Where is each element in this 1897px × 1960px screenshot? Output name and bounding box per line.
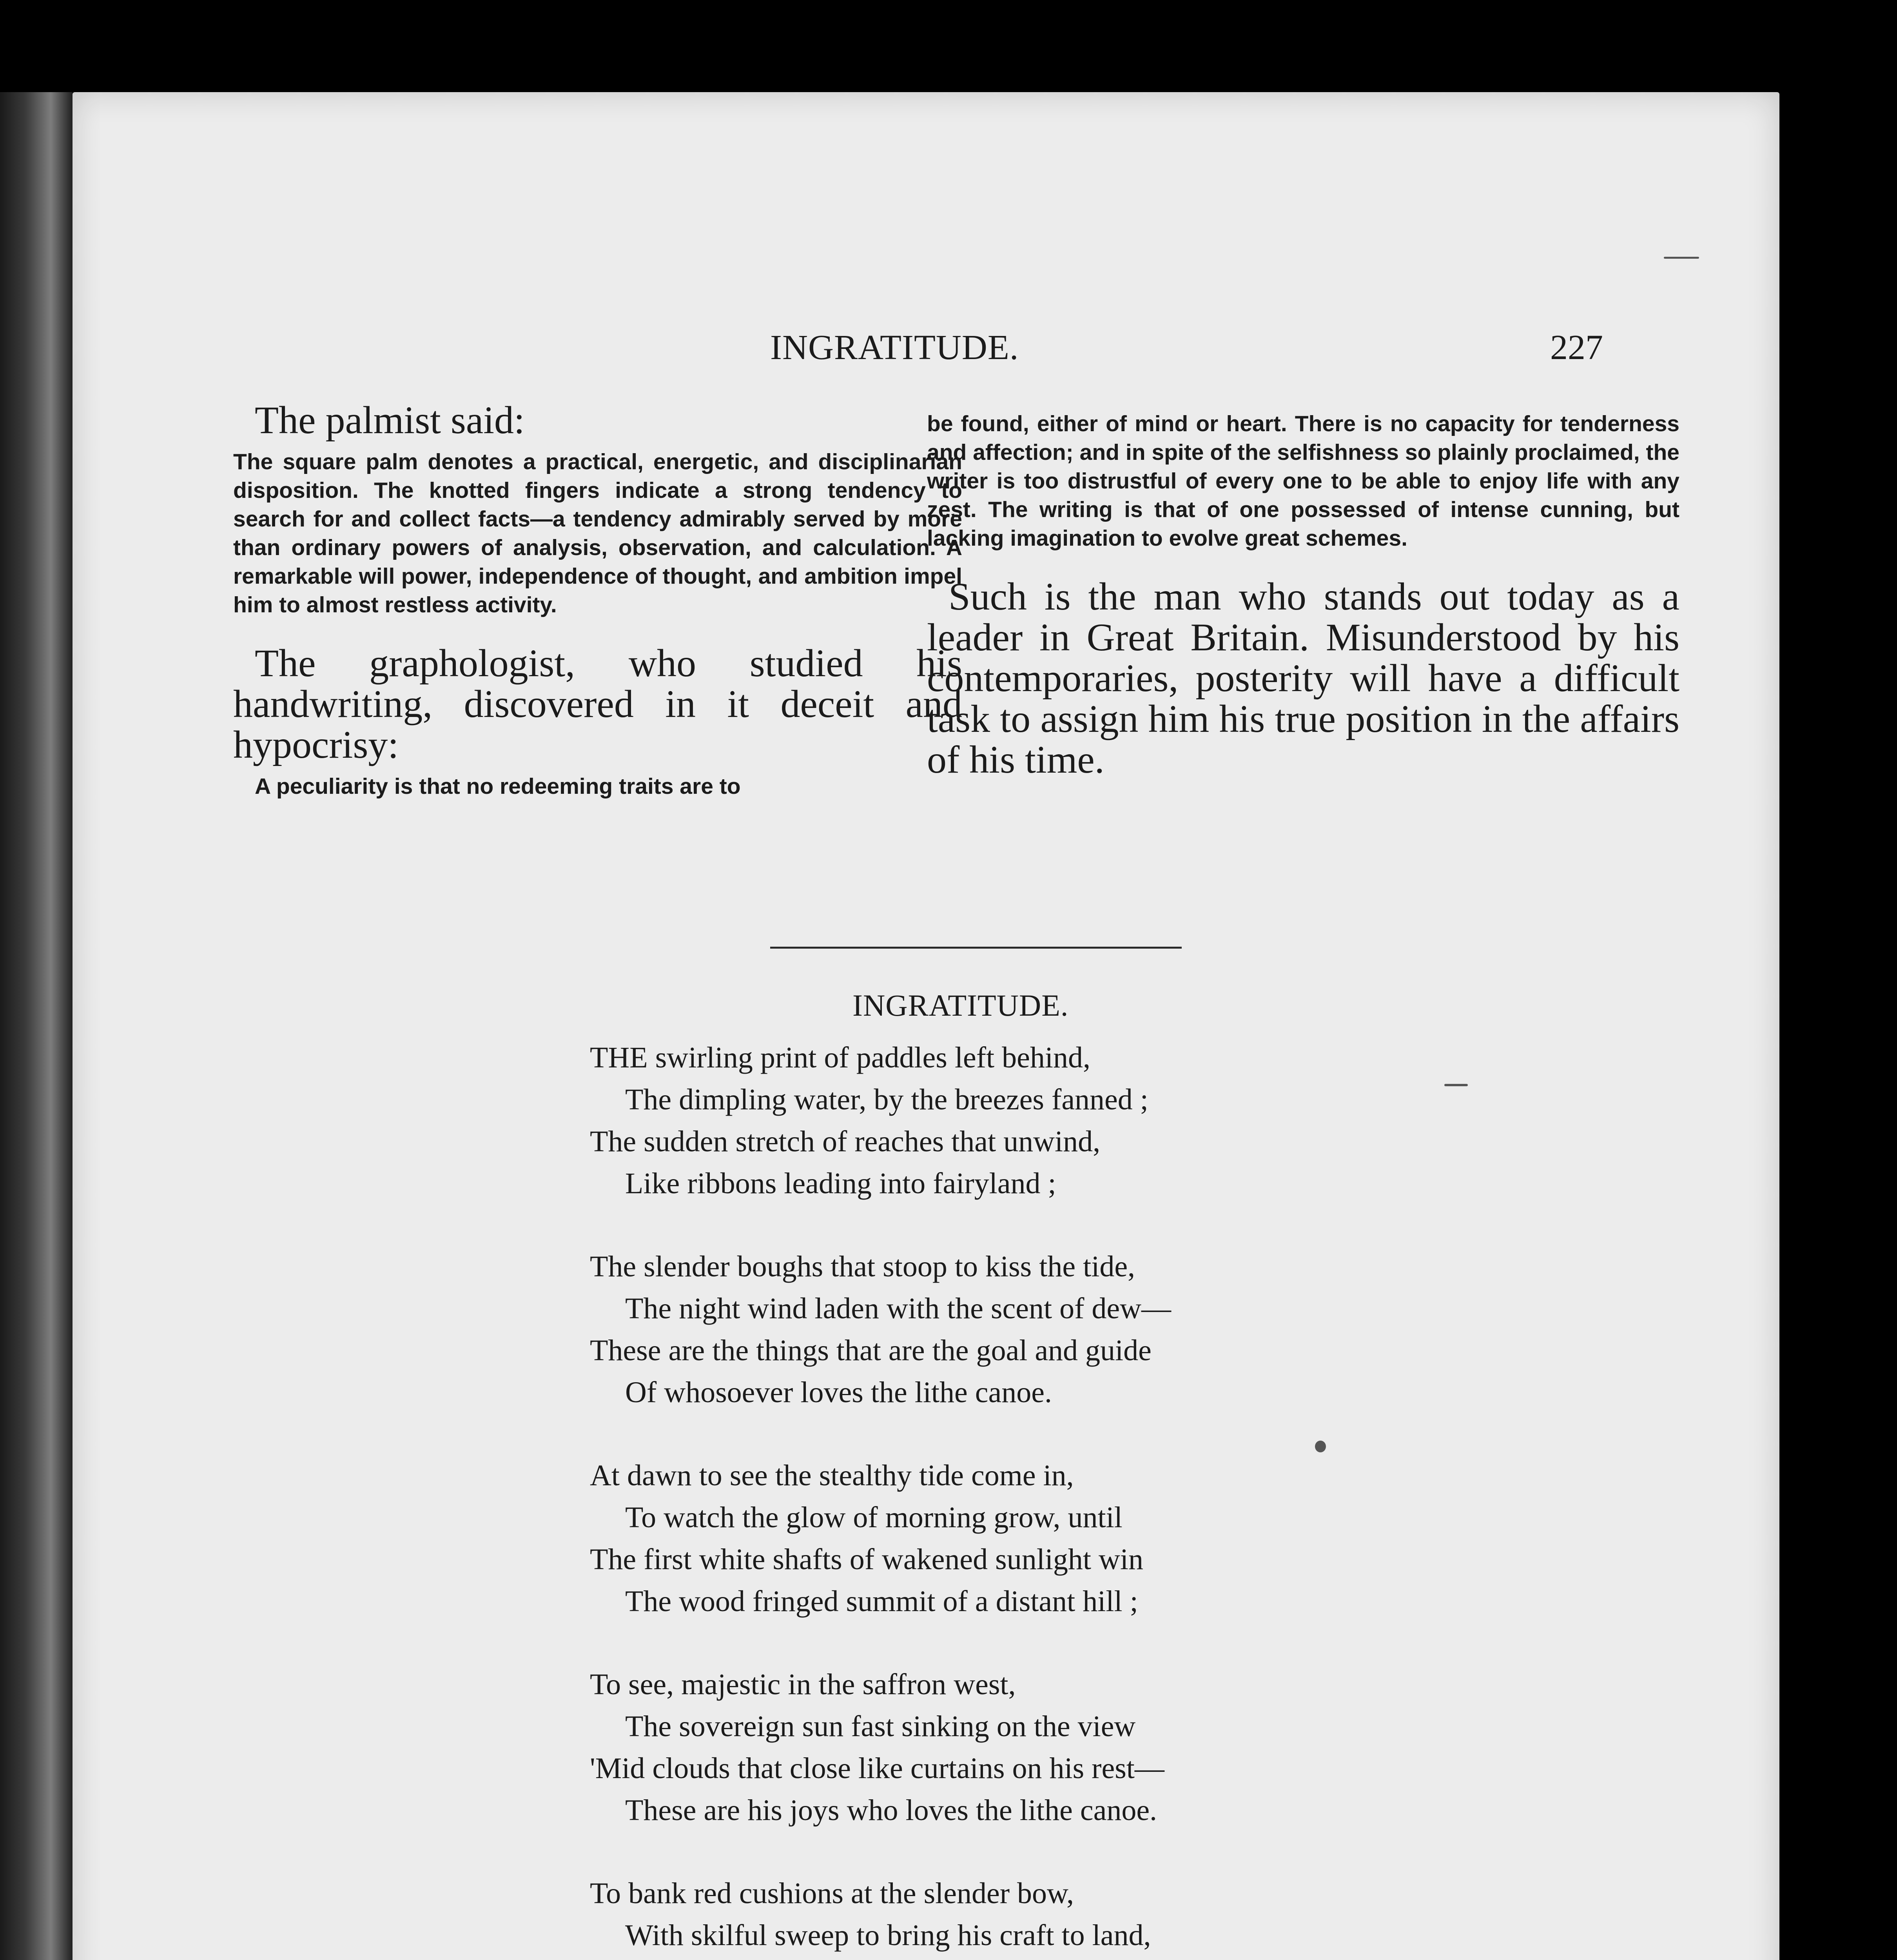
poem-line: The dimpling water, by the breezes fanned ; [625, 1083, 1148, 1116]
poem-line: At dawn to see the stealthy tide come in, [590, 1459, 1074, 1492]
poem-line: The night wind laden with the scent of dew— [625, 1292, 1172, 1325]
poem-first-line [590, 1037, 1648, 1079]
poem-title: INGRATITUDE. [852, 988, 1069, 1022]
poem-line: These are his joys who loves the lithe canoe. [625, 1794, 1157, 1827]
poem-line: The wood fringed summit of a distant hill ; [625, 1585, 1138, 1618]
left-column [233, 400, 962, 801]
graphologist-quote-end: be found, either of mind or heart. There is no capacity for tenderness and affection; and in spite of the selfishness so plainly proclaimed, the writer is too distrustful of every one to be able to enjoy life with any zest. The writing is that of one possessed of intense cunning, but lacking imagination to evolve great schemes. [927, 411, 1679, 551]
section-divider [770, 947, 1182, 949]
previous-page-edge [0, 92, 73, 1960]
right-column [927, 410, 1679, 780]
palmist-intro: The palmist said: [255, 398, 525, 442]
poem-line: To see, majestic in the saffron west, [590, 1668, 1016, 1701]
poem-stanza [590, 1079, 1648, 1205]
running-title: INGRATITUDE. [770, 328, 1019, 367]
poem-first-word: THE [590, 1041, 648, 1074]
poem-line: To watch the glow of morning grow, until [625, 1501, 1123, 1534]
conclusion-paragraph: Such is the man who stands out today as a leader in Great Britain. Misunderstood by his contemporaries, posterity will have a difficult task to assign him his true position in the affairs of his time. [927, 575, 1679, 781]
poem-first-line-rest: swirling print of paddles left behind, [647, 1041, 1090, 1074]
poem-stanza [590, 1873, 1648, 1960]
poem-line: The sovereign sun fast sinking on the view [625, 1710, 1136, 1743]
poem-line: The slender boughs that stoop to kiss the tide, [590, 1250, 1135, 1283]
poem-line: With skilful sweep to bring his craft to land, [625, 1919, 1151, 1952]
poem-stanza [590, 1455, 1648, 1622]
poem-line: The sudden stretch of reaches that unwind, [590, 1125, 1101, 1158]
poem-line: 'Mid clouds that close like curtains on his rest— [590, 1752, 1164, 1785]
poem-line [590, 1956, 1648, 1960]
poem-line: The first white shafts of wakened sunlight win [590, 1543, 1144, 1576]
palmist-quote: The square palm denotes a practical, energetic, and disciplinarian disposition. The knotted fingers indicate a strong tendency to search for and collect facts—a tendency admirably served by more than ordinary powers of analysis, observation, and calculation. A remarkable will power, independence of thought, and ambition impel him to almost restless activity. [233, 449, 962, 617]
graphologist-quote-start: A peculiarity is that no redeeming traits are to [255, 774, 741, 799]
poem-line: Like ribbons leading into fairyland ; [625, 1167, 1056, 1200]
book-page [73, 92, 1779, 1960]
poem-line: To bank red cushions at the slender bow, [590, 1877, 1074, 1910]
poem-stanza [590, 1246, 1648, 1414]
poem-stanza [590, 1664, 1648, 1831]
graphologist-intro: The graphologist, who studied his handwriting, discovered in it deceit and hypocrisy: [233, 641, 962, 766]
poem-line: Of whosoever loves the lithe canoe. [625, 1376, 1052, 1409]
poem-line: These are the things that are the goal and guide [590, 1334, 1152, 1367]
page-number: 227 [1550, 328, 1603, 367]
poem [590, 1037, 1648, 1960]
